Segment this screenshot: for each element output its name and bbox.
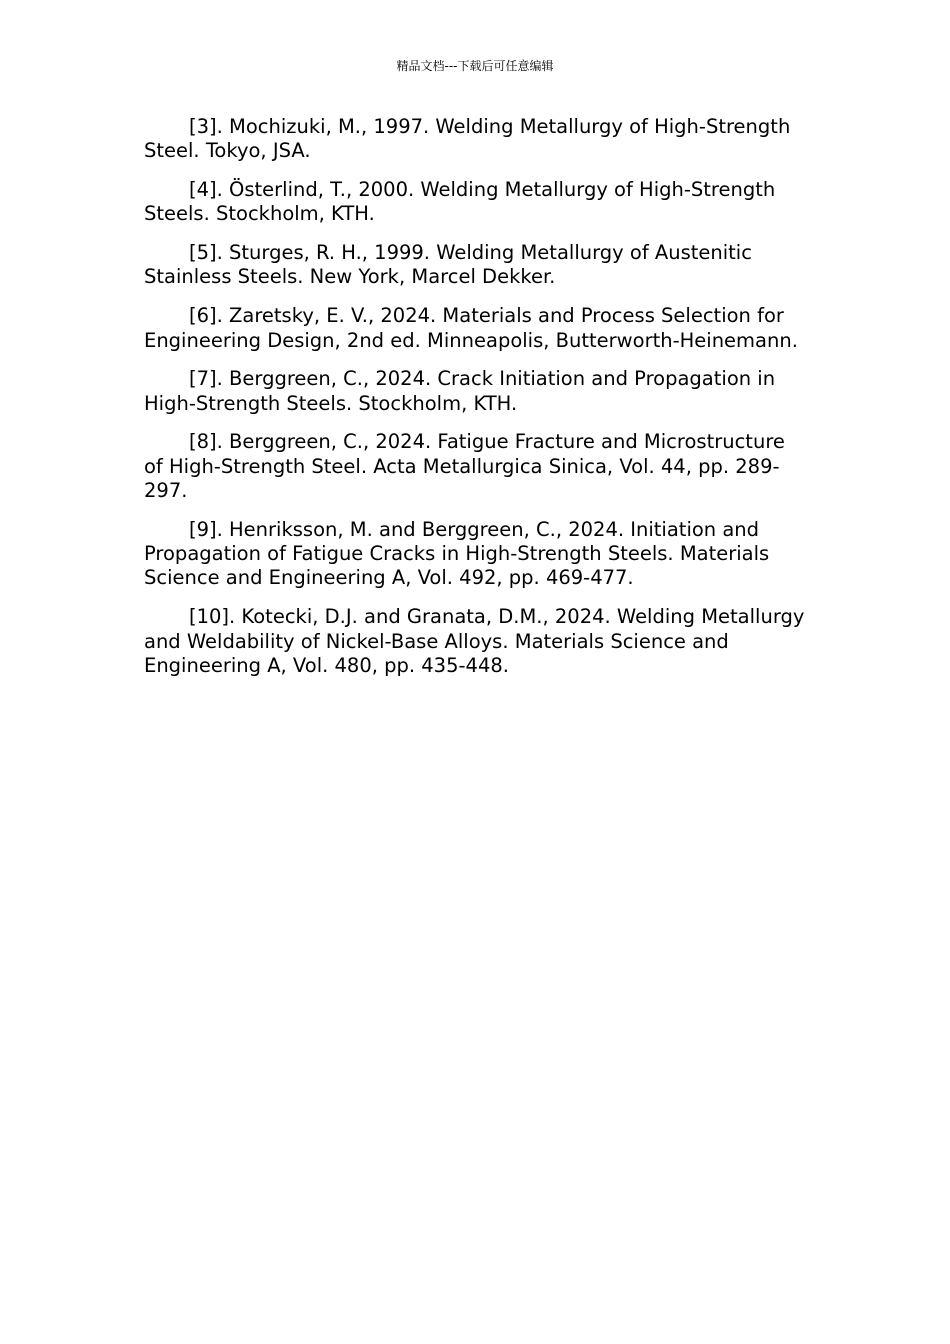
reference-entry-9: [9]. Henriksson, M. and Berggreen, C., 2024. Initiation and Propagation of Fatigue Cracks in High-Strength Steels. Materials Science and Engineering A, Vol. 492, pp. 469-477. bbox=[144, 517, 770, 590]
reference-entry-7: [7]. Berggreen, C., 2024. Crack Initiation and Propagation in High-Strength Steels. Stockholm, KTH. bbox=[144, 367, 776, 415]
reference-entry-3: [3]. Mochizuki, M., 1997. Welding Metallurgy of High-Strength Steel. Tokyo, JSA. bbox=[144, 115, 791, 163]
page-header: 精品文档---下载后可任意编辑 bbox=[396, 59, 554, 73]
reference-entry-10: [10]. Kotecki, D.J. and Granata, D.M., 2024. Welding Metallurgy and Weldability of Nickel-Base Alloys. Materials Science and Engineering A, Vol. 480, pp. 435-448. bbox=[144, 605, 805, 677]
reference-entry-4: [4]. Österlind, T., 2000. Welding Metallurgy of High-Strength Steels. Stockholm, KTH. bbox=[144, 178, 776, 226]
reference-list bbox=[144, 115, 809, 693]
reference-entry-6: [6]. Zaretsky, E. V., 2024. Materials and Process Selection for Engineering Design, 2nd ed. Minneapolis, Butterworth-Heinemann. bbox=[144, 304, 798, 352]
reference-entry-8: [8]. Berggreen, C., 2024. Fatigue Fracture and Microstructure of High-Strength Steel. Acta Metallurgica Sinica, Vol. 44, pp. 289-297. bbox=[144, 430, 785, 503]
reference-entry-5: [5]. Sturges, R. H., 1999. Welding Metallurgy of Austenitic Stainless Steels. New York, Marcel Dekker. bbox=[144, 241, 752, 289]
